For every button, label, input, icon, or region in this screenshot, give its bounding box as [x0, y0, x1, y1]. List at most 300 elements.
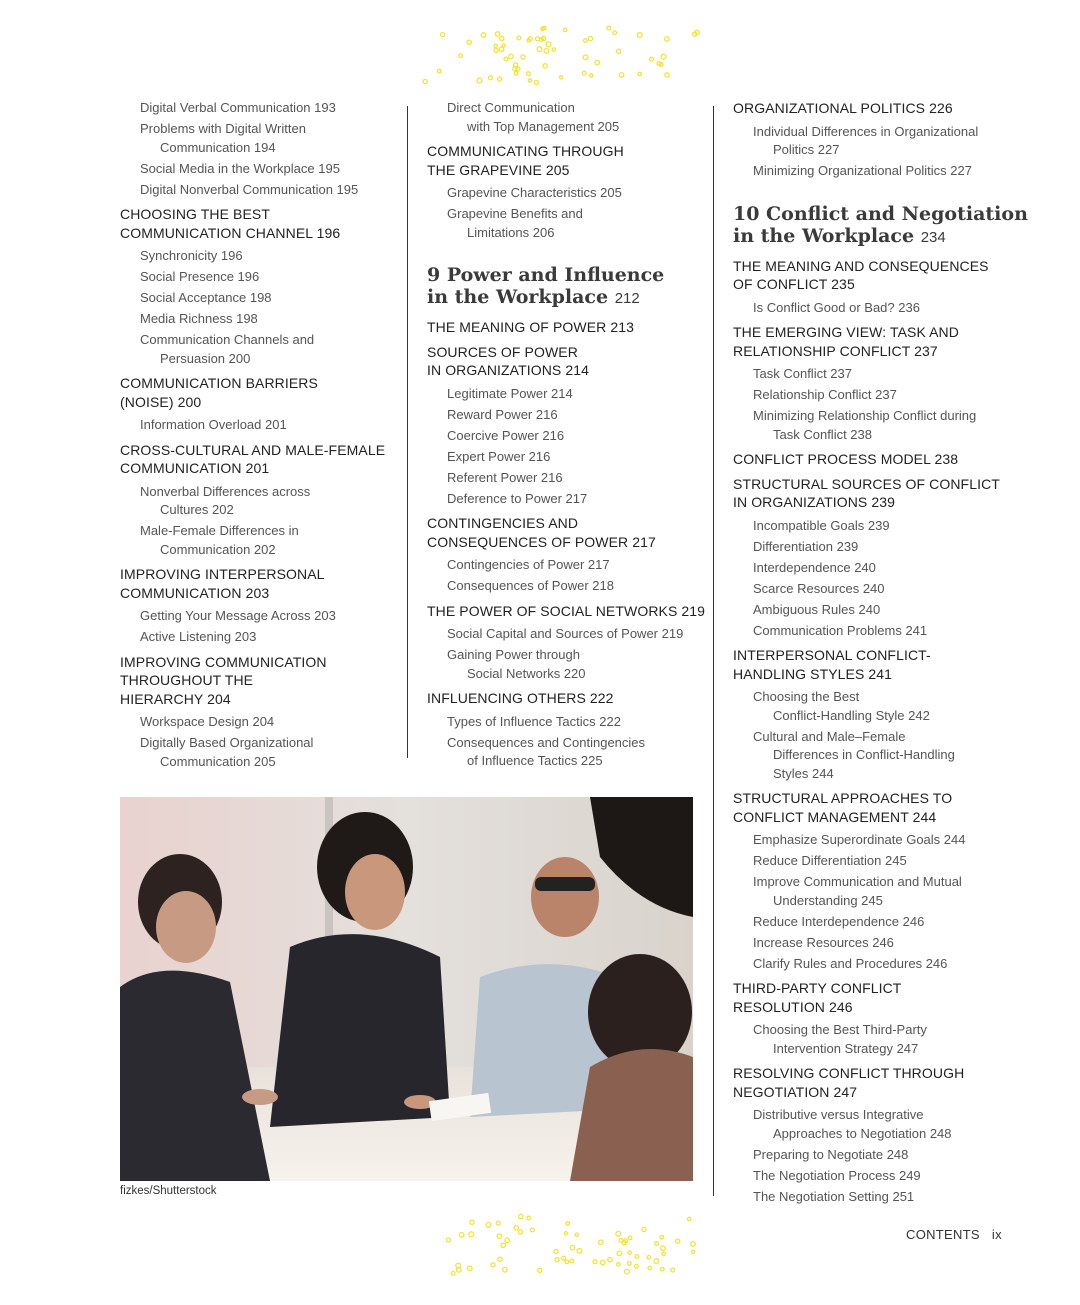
toc-entry-line: COMMUNICATION BARRIERS — [120, 375, 318, 391]
decorative-dot — [538, 1268, 542, 1272]
toc-subsection-entry — [427, 713, 707, 732]
decorative-dot — [570, 1259, 574, 1263]
toc-entry-text: Contingencies of Power 217 — [447, 557, 610, 572]
toc-section-heading — [733, 979, 1033, 1016]
toc-entry-line: Styles 244 — [773, 765, 834, 781]
decorative-dot — [537, 47, 542, 52]
decorative-dot — [616, 1231, 621, 1236]
toc-subsection-entry — [120, 734, 400, 771]
toc-entry-line: Minimizing Relationship Conflict during — [753, 408, 977, 423]
footer-label: CONTENTS — [906, 1227, 980, 1242]
chapter-heading — [733, 203, 1033, 249]
toc-subsection-entry — [427, 734, 707, 771]
toc-entry-text: Preparing to Negotiate 248 — [753, 1146, 909, 1162]
decorative-dot — [577, 1249, 582, 1254]
toc-entry-line: IMPROVING COMMUNICATION — [120, 653, 327, 670]
toc-entry-line: CHOOSING THE BEST — [120, 206, 271, 222]
decorative-dot — [613, 31, 617, 35]
toc-entry-line: THE EMERGING VIEW: TASK AND — [733, 324, 959, 340]
toc-subsection-entry — [120, 310, 400, 329]
toc-entry-text: The Negotiation Process 249 — [753, 1167, 921, 1183]
toc-subsection-entry — [733, 728, 1033, 784]
toc-entry-line: Social Networks 220 — [467, 665, 586, 681]
toc-subsection-entry — [733, 1167, 1033, 1186]
decorative-dot — [534, 80, 538, 84]
decorative-dot — [503, 1268, 508, 1273]
decorative-dot — [446, 1238, 450, 1242]
toc-entry-text: Synchronicity 196 — [140, 248, 243, 263]
decorative-dot — [665, 73, 669, 77]
toc-entry-text: Interdependence 240 — [753, 559, 876, 575]
toc-section-heading — [120, 565, 400, 602]
decorative-dot — [521, 55, 525, 59]
toc-entry-line: Nonverbal Differences across — [140, 483, 311, 499]
decorative-dot — [601, 1260, 606, 1265]
toc-entry-text: Referent Power 216 — [447, 469, 563, 485]
decorative-dot — [635, 1255, 639, 1259]
toc-entry-line: Politics 227 — [773, 142, 840, 157]
toc-entry-line: Cultures 202 — [160, 502, 234, 517]
toc-entry-text: Social Media in the Workplace 195 — [140, 160, 340, 176]
toc-entry-text: Grapevine Characteristics 205 — [447, 185, 622, 200]
toc-entry-line: Direct Communication — [447, 100, 575, 115]
toc-entry-text: Workspace Design 204 — [140, 714, 275, 729]
toc-entry-line: Understanding 245 — [773, 892, 883, 908]
chapter-page-number: 212 — [614, 290, 640, 307]
page-footer — [906, 1227, 1002, 1242]
column-divider — [407, 106, 408, 758]
toc-subsection-entry — [120, 331, 400, 368]
toc-entry-text: Is Conflict Good or Bad? 236 — [753, 299, 920, 315]
decorative-dot — [566, 1222, 570, 1226]
decorative-dot — [468, 1266, 473, 1271]
toc-section-heading — [427, 602, 707, 621]
toc-subsection-entry — [733, 934, 1033, 953]
decorative-dot — [498, 77, 502, 81]
decorative-dot — [504, 57, 508, 61]
decorative-dot — [688, 1217, 691, 1220]
toc-entry-text: Ambiguous Rules 240 — [753, 601, 881, 617]
column-divider — [713, 106, 714, 1196]
decorative-dot — [661, 1246, 666, 1251]
toc-section-heading — [733, 475, 1033, 512]
toc-subsection-entry — [733, 559, 1033, 578]
decorative-dot — [527, 72, 531, 76]
decorative-dot — [477, 78, 482, 83]
toc-entry-text: Clarify Rules and Procedures 246 — [753, 955, 948, 971]
decorative-dots-top — [412, 24, 708, 90]
toc-subsection-entry — [120, 247, 400, 266]
toc-column-3 — [733, 99, 1033, 1209]
toc-entry-text: Scarce Resources 240 — [753, 580, 885, 596]
toc-subsection-entry — [427, 385, 707, 404]
chapter-heading — [427, 264, 707, 310]
decorative-dot — [588, 36, 592, 40]
toc-entry-text: THE MEANING OF POWER 213 — [427, 319, 634, 335]
decorative-dot — [467, 40, 471, 44]
toc-section-heading — [120, 205, 400, 242]
toc-entry-text: Increase Resources 246 — [753, 934, 894, 950]
decorative-dot — [661, 1267, 665, 1271]
toc-entry-text: Reduce Differentiation 245 — [753, 853, 907, 868]
toc-entry-text: Minimizing Organizational Politics 227 — [753, 163, 972, 178]
toc-entry-line: Communication 205 — [160, 753, 276, 769]
toc-entry-line: COMMUNICATING THROUGH — [427, 143, 624, 159]
toc-subsection-entry — [733, 1188, 1033, 1207]
toc-section-heading — [733, 646, 1033, 683]
toc-entry-text: THE POWER OF SOCIAL NETWORKS 219 — [427, 602, 706, 619]
decorative-dot — [519, 1214, 523, 1218]
toc-subsection-entry — [120, 713, 400, 732]
toc-entry-line: Distributive versus Integrative — [753, 1107, 924, 1122]
toc-entry-line: CONFLICT MANAGEMENT 244 — [733, 808, 937, 825]
decorative-dot — [625, 1269, 630, 1274]
toc-subsection-entry — [427, 427, 707, 446]
toc-entry-line: STRUCTURAL SOURCES OF CONFLICT — [733, 475, 1000, 492]
toc-entry-line: RESOLUTION 246 — [733, 998, 853, 1015]
toc-subsection-entry — [733, 852, 1033, 871]
toc-section-heading — [427, 142, 707, 179]
toc-entry-line: RELATIONSHIP CONFLICT 237 — [733, 342, 938, 359]
decorative-dot — [628, 1262, 632, 1266]
toc-entry-line: NEGOTIATION 247 — [733, 1083, 858, 1100]
toc-entry-line: Communication 194 — [160, 139, 276, 155]
toc-subsection-entry — [733, 688, 1033, 725]
decorative-dot — [648, 1266, 651, 1269]
toc-section-heading — [427, 318, 707, 337]
decorative-dot — [676, 1239, 680, 1243]
photo-credit: fizkes/Shutterstock — [120, 1185, 217, 1197]
toc-subsection-entry — [120, 628, 400, 647]
toc-subsection-entry — [427, 469, 707, 488]
toc-entry-line: of Influence Tactics 225 — [467, 753, 603, 768]
toc-subsection-entry — [733, 123, 1033, 160]
decorative-dot — [608, 1258, 612, 1262]
decorative-dot — [497, 1234, 501, 1238]
toc-entry-line: STRUCTURAL APPROACHES TO — [733, 790, 953, 806]
toc-entry-text: Differentiation 239 — [753, 538, 859, 554]
chapter-title-line: in the Workplace — [427, 286, 609, 308]
toc-entry-text: CONFLICT PROCESS MODEL 238 — [733, 451, 959, 467]
toc-entry-line: Improve Communication and Mutual — [753, 874, 962, 889]
toc-entry-text: Consequences of Power 218 — [447, 578, 614, 593]
toc-subsection-entry — [427, 646, 707, 683]
decorative-dot — [527, 1216, 531, 1220]
toc-section-heading — [733, 323, 1033, 360]
toc-column-1 — [120, 99, 400, 774]
toc-entry-line: CROSS-CULTURAL AND MALE-FEMALE — [120, 441, 386, 458]
toc-entry-line: CONTINGENCIES AND — [427, 515, 579, 531]
decorative-dot — [451, 1271, 455, 1275]
toc-entry-text: Expert Power 216 — [447, 448, 551, 464]
toc-subsection-entry — [120, 483, 400, 520]
toc-entry-text: INFLUENCING OTHERS 222 — [427, 690, 614, 706]
toc-entry-line: (NOISE) 200 — [120, 393, 202, 410]
toc-subsection-entry — [120, 120, 400, 157]
toc-entry-text: Incompatible Goals 239 — [753, 517, 890, 533]
toc-entry-line: THROUGHOUT THE — [120, 672, 254, 688]
toc-entry-line: Task Conflict 238 — [773, 426, 872, 442]
decorative-dot — [499, 47, 504, 52]
decorative-dot — [501, 1243, 505, 1247]
toc-entry-line: Choosing the Best — [753, 689, 860, 704]
decorative-dot — [536, 37, 540, 41]
toc-entry-text: Reward Power 216 — [447, 406, 558, 422]
decorative-dot — [498, 1257, 502, 1261]
page-number: ix — [991, 1227, 1002, 1242]
decorative-dot — [584, 39, 588, 43]
toc-entry-line: COMMUNICATION 201 — [120, 460, 270, 476]
decorative-dot — [590, 74, 593, 77]
toc-entry-line: SOURCES OF POWER — [427, 343, 578, 360]
toc-entry-text: Social Presence 196 — [140, 269, 260, 284]
decorative-dot — [459, 1233, 464, 1238]
decorative-dot — [635, 1264, 639, 1268]
toc-entry-line: Cultural and Male–Female — [753, 728, 906, 744]
toc-entry-text: Communication Problems 241 — [753, 622, 928, 638]
decorative-dot — [552, 48, 555, 51]
decorative-dot — [647, 1256, 651, 1260]
decorative-dot — [489, 76, 493, 80]
toc-entry-line: THIRD-PARTY CONFLICT — [733, 980, 902, 996]
toc-subsection-entry — [120, 181, 400, 200]
chapter-title-line: 9 Power and Influence — [427, 264, 665, 286]
decorative-dot — [617, 1263, 620, 1266]
decorative-dot — [628, 1251, 631, 1254]
decorative-dot — [671, 1268, 675, 1272]
decorative-dot — [599, 1240, 603, 1244]
toc-entry-line: Consequences and Contingencies — [447, 734, 646, 750]
decorative-dot — [517, 36, 521, 40]
toc-section-heading — [733, 450, 1033, 469]
decorative-dot — [544, 49, 549, 54]
decorative-dots-bottom — [412, 1212, 708, 1278]
toc-subsection-entry — [120, 607, 400, 626]
toc-entry-line: Choosing the Best Third-Party — [753, 1022, 927, 1037]
toc-entry-text: Types of Influence Tactics 222 — [447, 713, 621, 729]
decorative-dot — [543, 64, 547, 68]
toc-subsection-entry — [733, 162, 1033, 181]
toc-entry-line: HANDLING STYLES 241 — [733, 665, 893, 682]
toc-entry-line: CONSEQUENCES OF POWER 217 — [427, 533, 656, 550]
toc-entry-text: The Negotiation Setting 251 — [753, 1188, 915, 1204]
decorative-dot — [582, 71, 586, 75]
toc-entry-line: Gaining Power through — [447, 647, 580, 662]
decorative-dot — [595, 60, 600, 65]
toc-subsection-entry — [733, 1146, 1033, 1165]
toc-column-2 — [427, 99, 707, 773]
decorative-dot — [481, 33, 486, 38]
chapter-title-line: 10 Conflict and Negotiation — [733, 202, 1028, 225]
toc-subsection-entry — [733, 386, 1033, 405]
toc-subsection-entry — [733, 538, 1033, 557]
toc-section-heading — [733, 789, 1033, 826]
decorative-dot — [650, 57, 654, 61]
toc-subsection-entry — [733, 580, 1033, 599]
decorative-dot — [509, 54, 514, 59]
toc-subsection-entry — [733, 913, 1033, 932]
toc-entry-text: Active Listening 203 — [140, 629, 257, 644]
decorative-dot — [593, 1260, 597, 1264]
decorative-dot — [469, 1232, 474, 1237]
toc-section-heading — [733, 99, 1033, 118]
toc-section-heading — [427, 514, 707, 551]
decorative-dot — [546, 42, 551, 47]
toc-entry-text: Deference to Power 217 — [447, 490, 588, 506]
decorative-dot — [518, 1230, 522, 1234]
decorative-dot — [607, 26, 611, 30]
toc-section-heading — [427, 343, 707, 380]
toc-entry-text: Coercive Power 216 — [447, 427, 565, 443]
chapter-title-line: in the Workplace — [733, 224, 915, 247]
toc-section-heading — [120, 441, 400, 478]
toc-subsection-entry — [427, 184, 707, 203]
toc-entry-text: Information Overload 201 — [140, 417, 287, 432]
toc-entry-line: Digitally Based Organizational — [140, 735, 314, 750]
decorative-dot — [655, 1242, 659, 1246]
decorative-dot — [494, 44, 497, 47]
toc-entry-text: Social Capital and Sources of Power 219 — [447, 626, 684, 641]
toc-subsection-entry — [427, 448, 707, 467]
decorative-dot — [665, 37, 670, 42]
decorative-dot — [528, 79, 531, 82]
decorative-dot — [470, 1220, 474, 1224]
toc-entry-line: RESOLVING CONFLICT THROUGH — [733, 1065, 965, 1081]
toc-subsection-entry — [733, 873, 1033, 910]
decorative-dot — [617, 1251, 622, 1256]
decorative-dot — [459, 54, 463, 58]
toc-subsection-entry — [120, 289, 400, 308]
meeting-photo — [120, 797, 693, 1181]
toc-entry-line: COMMUNICATION CHANNEL 196 — [120, 224, 341, 241]
toc-entry-line: Persuasion 200 — [160, 350, 251, 366]
decorative-dot — [637, 33, 642, 38]
toc-subsection-entry — [733, 299, 1033, 318]
toc-entry-line: Communication 202 — [160, 541, 276, 557]
toc-subsection-entry — [733, 622, 1033, 641]
toc-entry-line: IN ORGANIZATIONS 239 — [733, 494, 895, 510]
toc-subsection-entry — [427, 625, 707, 644]
toc-entry-text: Task Conflict 237 — [753, 366, 852, 381]
decorative-dot — [486, 1222, 491, 1227]
decorative-dot — [660, 1236, 664, 1240]
toc-entry-line: COMMUNICATION 203 — [120, 584, 270, 601]
decorative-dot — [500, 36, 504, 40]
toc-subsection-entry — [427, 99, 707, 136]
decorative-dot — [495, 32, 499, 36]
toc-entry-text: Relationship Conflict 237 — [753, 387, 897, 402]
decorative-dot — [616, 49, 620, 53]
decorative-dot — [494, 49, 498, 53]
decorative-dot — [570, 1246, 574, 1250]
toc-entry-text: Reduce Interdependence 246 — [753, 913, 925, 929]
toc-subsection-entry — [427, 490, 707, 509]
toc-entry-line: HIERARCHY 204 — [120, 690, 231, 707]
decorative-dot — [564, 1232, 567, 1235]
decorative-dot — [554, 1249, 558, 1253]
toc-entry-line: Conflict-Handling Style 242 — [773, 707, 930, 723]
toc-entry-text: Digital Verbal Communication 193 — [140, 100, 336, 115]
decorative-dot — [691, 1242, 696, 1247]
decorative-dot — [661, 54, 666, 59]
toc-entry-line: INTERPERSONAL CONFLICT- — [733, 647, 931, 663]
toc-section-heading — [120, 653, 400, 709]
toc-subsection-entry — [733, 955, 1033, 974]
decorative-dot — [502, 44, 505, 47]
decorative-dot — [438, 69, 442, 73]
toc-subsection-entry — [733, 1106, 1033, 1143]
toc-subsection-entry — [733, 601, 1033, 620]
decorative-dot — [654, 1259, 659, 1264]
toc-entry-line: Limitations 206 — [467, 224, 555, 240]
toc-entry-line: with Top Management 205 — [467, 118, 620, 134]
decorative-dot — [514, 1226, 518, 1230]
decorative-dot — [423, 79, 427, 83]
decorative-dot — [619, 73, 624, 78]
decorative-dot — [583, 55, 588, 60]
toc-section-heading — [120, 374, 400, 411]
toc-entry-text: Digital Nonverbal Communication 195 — [140, 181, 359, 197]
decorative-dot — [441, 33, 445, 37]
toc-entry-text: Getting Your Message Across 203 — [140, 608, 336, 623]
toc-subsection-entry — [120, 268, 400, 287]
toc-entry-line: THE MEANING AND CONSEQUENCES — [733, 257, 989, 274]
decorative-dot — [505, 1238, 509, 1242]
chapter-page-number: 234 — [920, 228, 946, 246]
toc-subsection-entry — [427, 577, 707, 596]
toc-entry-line: Approaches to Negotiation 248 — [773, 1125, 952, 1141]
decorative-dot — [491, 1263, 495, 1267]
decorative-dot — [642, 1227, 646, 1231]
toc-subsection-entry — [733, 365, 1033, 384]
decorative-dot — [662, 1252, 665, 1255]
decorative-dot — [692, 1250, 695, 1253]
decorative-dot — [638, 72, 641, 75]
toc-entry-line: Male-Female Differences in — [140, 523, 299, 538]
decorative-dot — [514, 72, 517, 75]
decorative-dot — [575, 1233, 578, 1236]
toc-entry-line: Problems with Digital Written — [140, 121, 306, 136]
toc-entry-line: IMPROVING INTERPERSONAL — [120, 566, 325, 582]
toc-subsection-entry — [733, 407, 1033, 444]
toc-entry-line: Individual Differences in Organizational — [753, 123, 979, 139]
toc-entry-line: Grapevine Benefits and — [447, 206, 583, 221]
toc-entry-text: Emphasize Superordinate Goals 244 — [753, 832, 966, 847]
toc-section-heading — [427, 689, 707, 708]
decorative-dot — [496, 1221, 500, 1225]
toc-subsection-entry — [427, 556, 707, 575]
toc-entry-line: Communication Channels and — [140, 332, 315, 347]
decorative-dot — [564, 28, 567, 31]
toc-subsection-entry — [427, 406, 707, 425]
toc-entry-text: Legitimate Power 214 — [447, 385, 573, 401]
toc-subsection-entry — [733, 1021, 1033, 1058]
toc-subsection-entry — [120, 522, 400, 559]
decorative-dot — [562, 1256, 566, 1260]
toc-section-heading — [733, 1064, 1033, 1101]
toc-entry-line: IN ORGANIZATIONS 214 — [427, 362, 589, 378]
toc-entry-line: OF CONFLICT 235 — [733, 276, 855, 292]
toc-subsection-entry — [120, 416, 400, 435]
decorative-dot — [531, 1228, 535, 1232]
toc-entry-text: Media Richness 198 — [140, 311, 258, 326]
toc-entry-text: Social Acceptance 198 — [140, 290, 272, 305]
toc-subsection-entry — [120, 99, 400, 118]
toc-subsection-entry — [733, 517, 1033, 536]
toc-subsection-entry — [733, 831, 1033, 850]
decorative-dot — [628, 1236, 632, 1240]
toc-section-heading — [733, 257, 1033, 294]
